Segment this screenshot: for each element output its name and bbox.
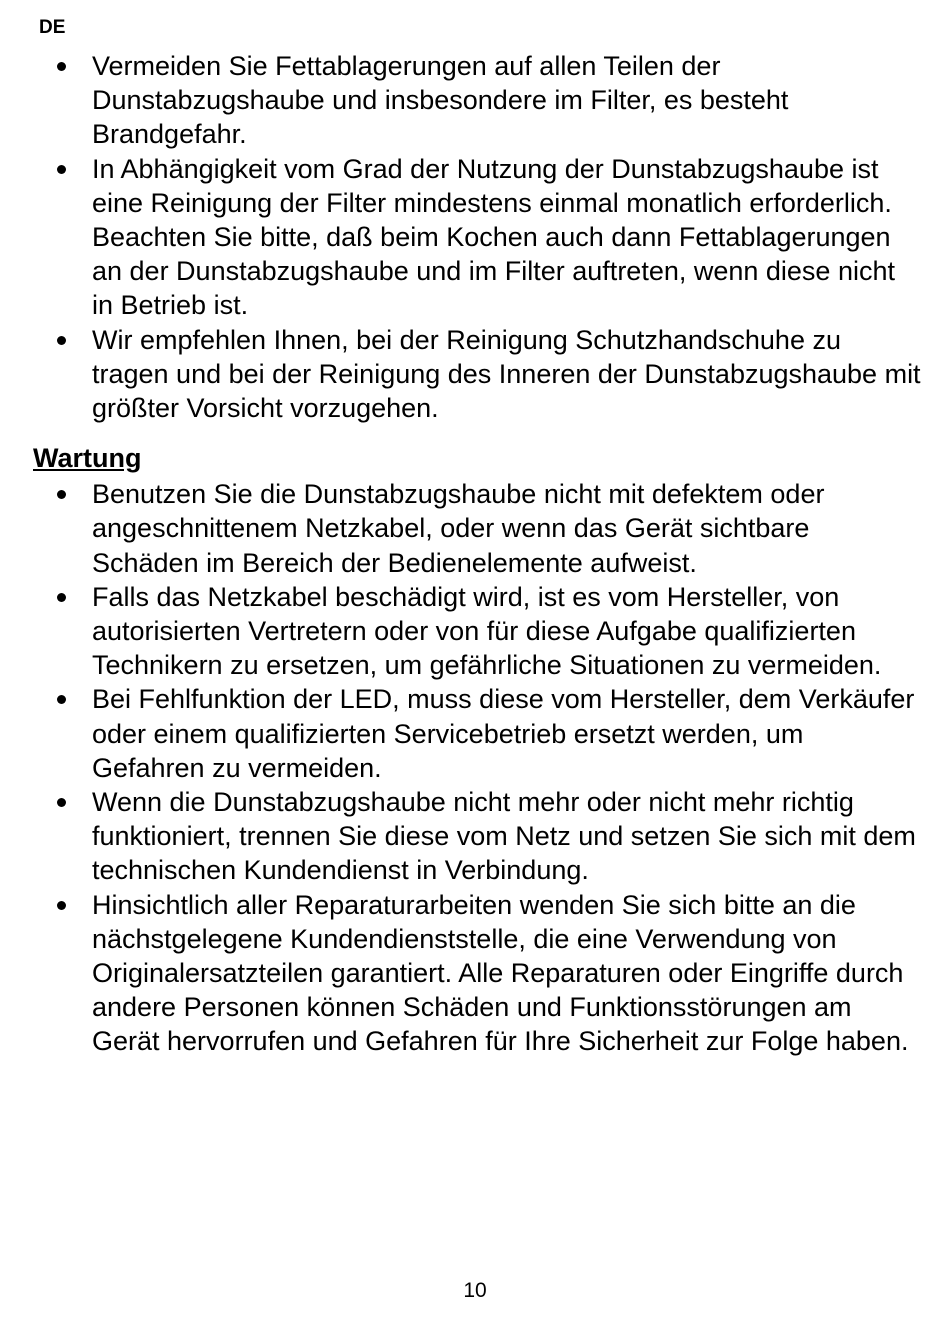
list-item: In Abhängigkeit vom Grad der Nutzung der Dunstabzugshaube ist eine Reinigung der Filter mindestens einmal monatlich erforderlich. Beachten Sie bitte, daß beim Kochen auch dann Fettablagerungen an der Dunstabzugshaube und im Filter auftreten, wenn diese nicht in Betrieb ist.	[33, 152, 923, 323]
list-item: Hinsichtlich aller Reparaturarbeiten wenden Sie sich bitte an die nächstgelegene Kundendienststelle, die eine Verwendung von Originalersatzteilen garantiert. Alle Reparaturen oder Eingriffe durch andere Personen können Schäden und Funktionsstörungen am Gerät hervorrufen und Gefahren für Ihre Sicherheit zur Folge haben.	[33, 888, 923, 1059]
list-item: Bei Fehlfunktion der LED, muss diese vom Hersteller, dem Verkäufer oder einem qualifizierten Servicebetrieb ersetzt werden, um Gefahren zu vermeiden.	[33, 682, 923, 785]
language-tag: DE	[39, 17, 66, 38]
cleaning-notes-list	[33, 49, 923, 425]
section-heading-maintenance: Wartung	[33, 443, 142, 474]
page-content	[33, 49, 923, 1059]
list-item: Wir empfehlen Ihnen, bei der Reinigung Schutzhandschuhe zu tragen und bei der Reinigung des Inneren der Dunstabzugshaube mit größter Vorsicht vorzugehen.	[33, 323, 923, 426]
maintenance-list	[33, 477, 923, 1058]
list-item: Falls das Netzkabel beschädigt wird, ist es vom Hersteller, von autorisierten Vertretern oder von für diese Aufgabe qualifizierten Technikern zu ersetzen, um gefährliche Situationen zu vermeiden.	[33, 580, 923, 683]
list-item: Vermeiden Sie Fettablagerungen auf allen Teilen der Dunstabzugshaube und insbesondere im Filter, es besteht Brandgefahr.	[33, 49, 923, 152]
list-item: Wenn die Dunstabzugshaube nicht mehr oder nicht mehr richtig funktioniert, trennen Sie diese vom Netz und setzen Sie sich mit dem technischen Kundendienst in Verbindung.	[33, 785, 923, 888]
page-number: 10	[463, 1279, 487, 1302]
list-item: Benutzen Sie die Dunstabzugshaube nicht mit defektem oder angeschnittenem Netzkabel, oder wenn das Gerät sichtbare Schäden im Bereich der Bedienelemente aufweist.	[33, 477, 923, 580]
